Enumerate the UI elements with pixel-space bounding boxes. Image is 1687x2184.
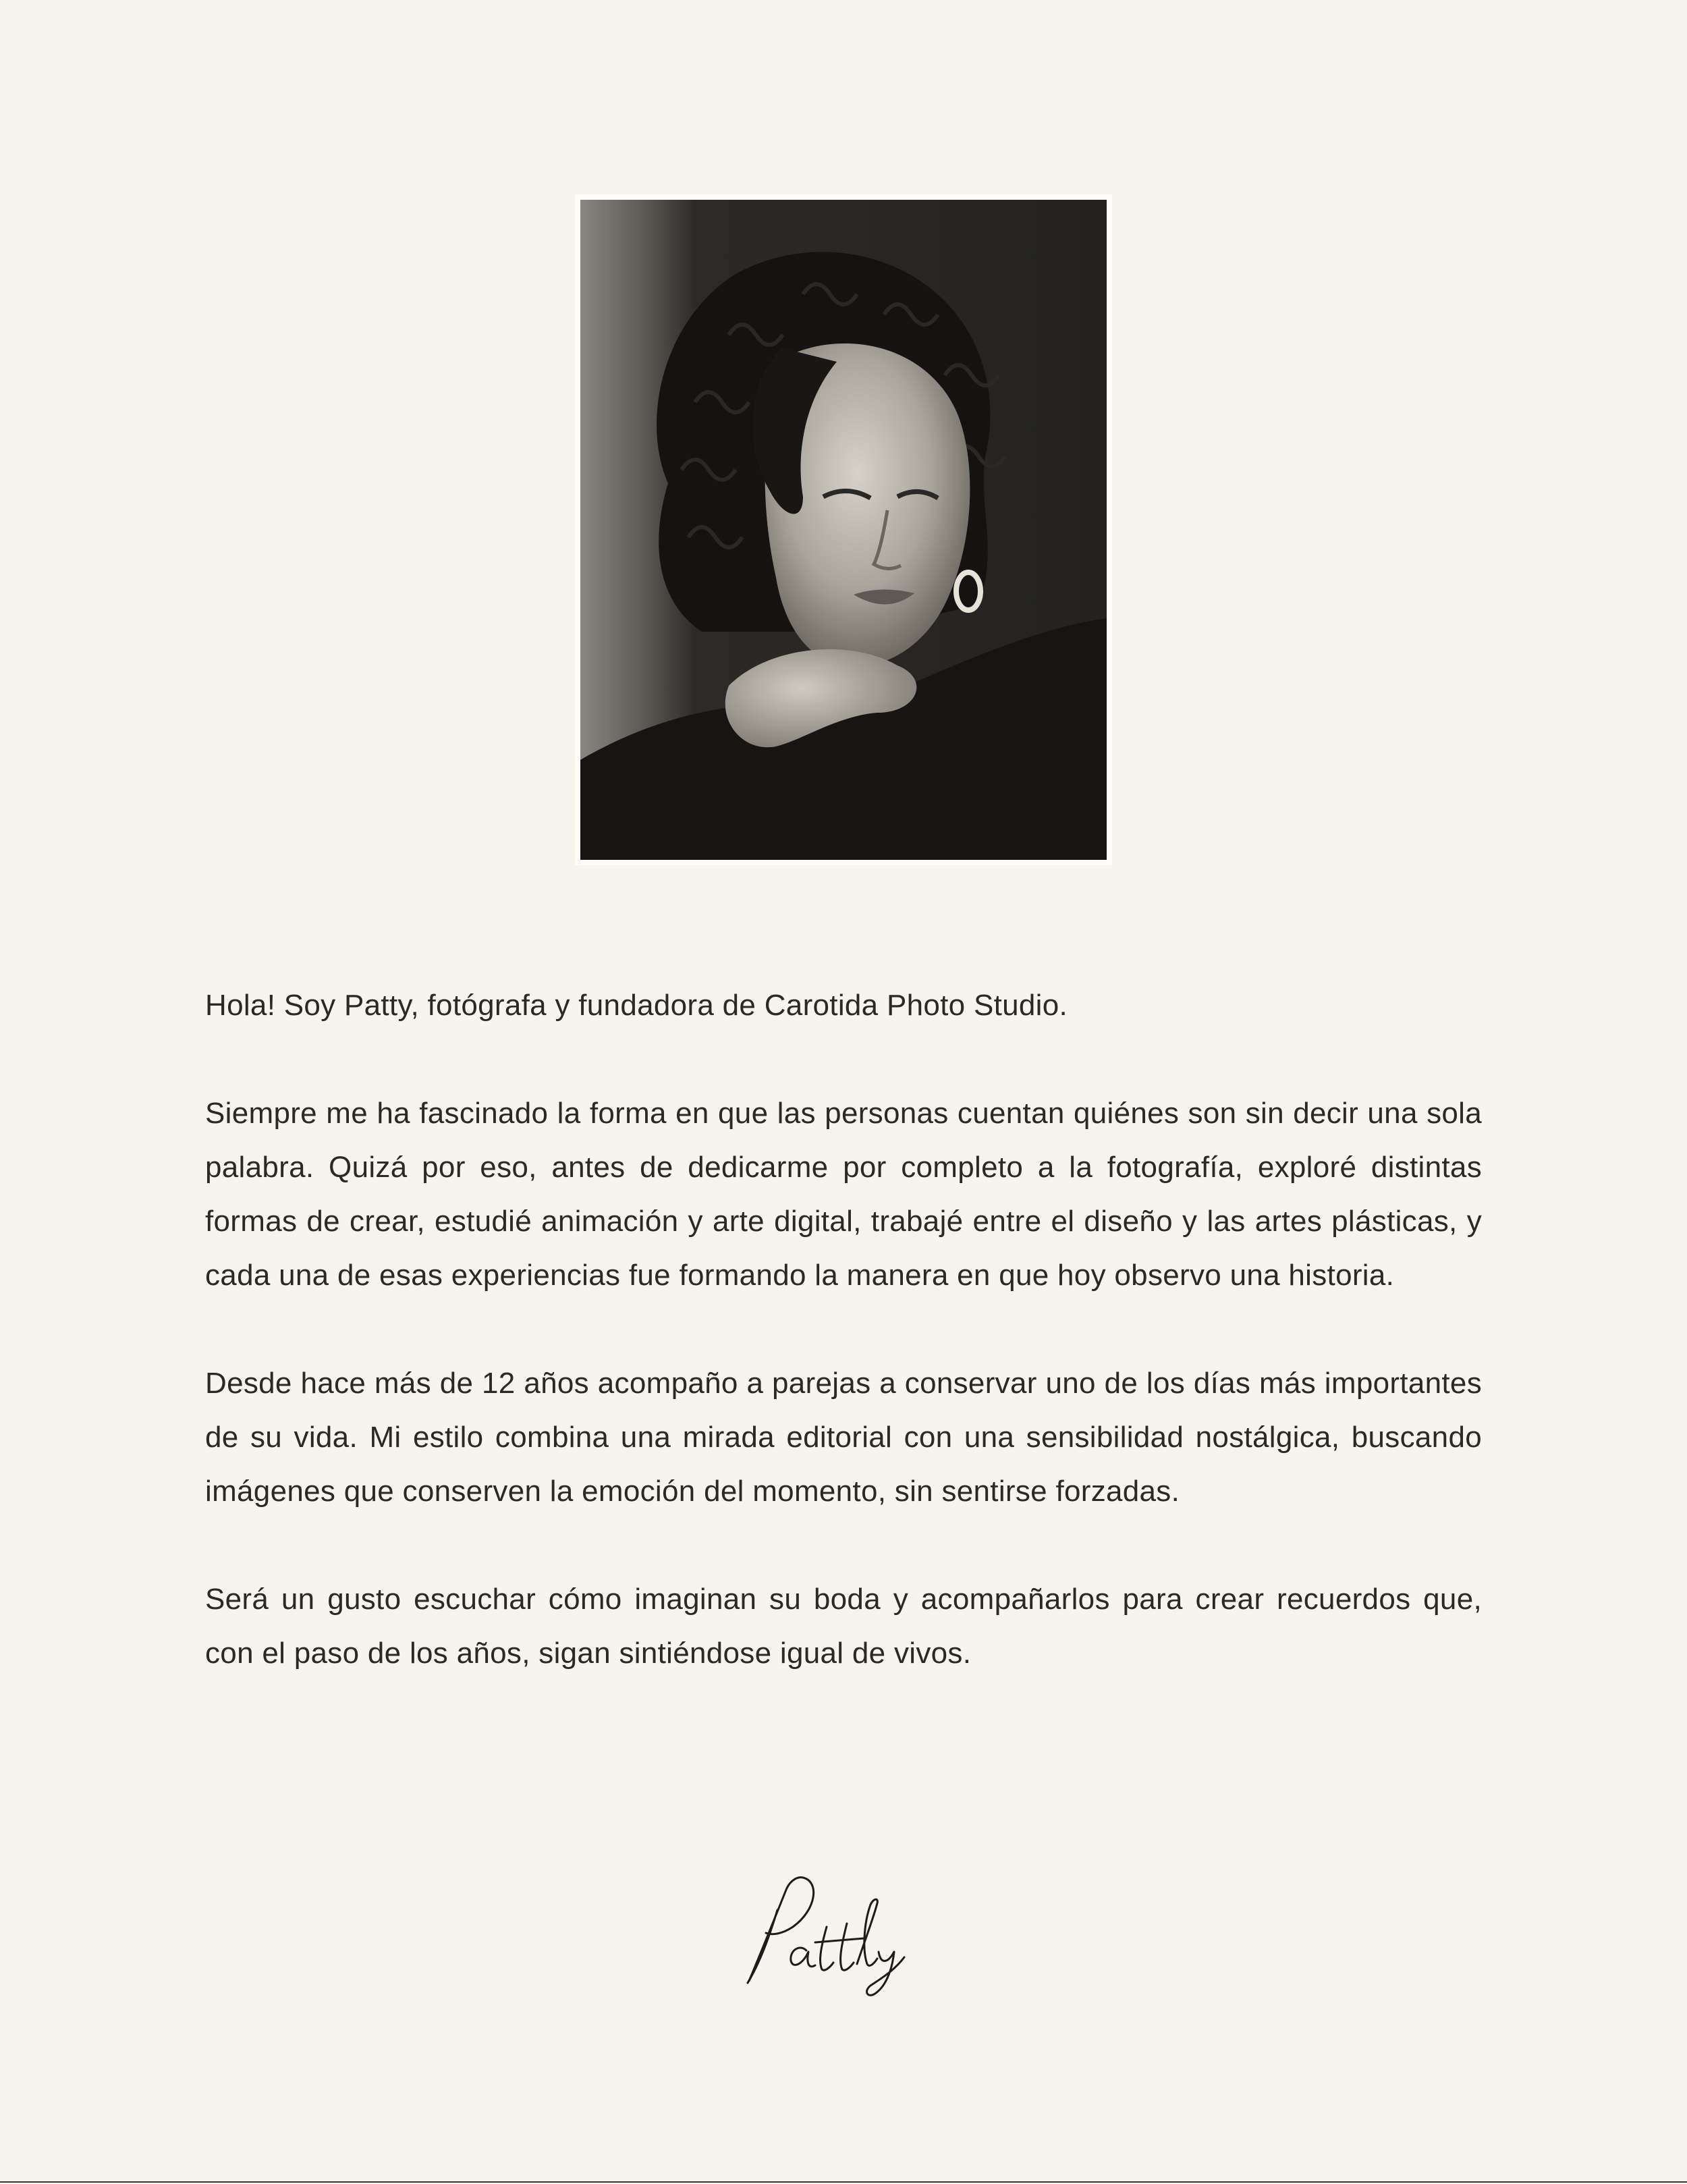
portrait-frame <box>575 194 1112 865</box>
bio-paragraph-3: Será un gusto escuchar cómo imaginan su boda y acompañarlos para crear recuerdos que, con el paso de los años, sigan sintiéndose igual de vivos. <box>205 1583 1482 1670</box>
portrait-photo <box>580 200 1107 860</box>
bio-paragraph-2: Desde hace más de 12 años acompaño a parejas a conservar uno de los días más importantes de su vida. Mi estilo combina una mirada editorial con una sensibilidad nostálgica, buscando imágenes que conserven la emoción del momento, sin sentirse forzadas. <box>205 1367 1482 1508</box>
bio-greeting: Hola! Soy Patty, fotógrafa y fundadora de Carotida Photo Studio. <box>205 989 1068 1022</box>
bottom-divider <box>0 2181 1687 2183</box>
signature <box>736 1863 938 1998</box>
bio-paragraph-1: Siempre me ha fascinado la forma en que las personas cuentan quiénes son sin decir una sola palabra. Quizá por eso, antes de dedicarme por completo a la fotografía, exploré distintas formas de crear, estudié animación y arte digital, trabajé entre el diseño y las artes plásticas, y cada una de esas experiencias fue formando la manera en que hoy observo una historia. <box>205 1097 1482 1292</box>
bio-text <box>205 979 1482 1681</box>
